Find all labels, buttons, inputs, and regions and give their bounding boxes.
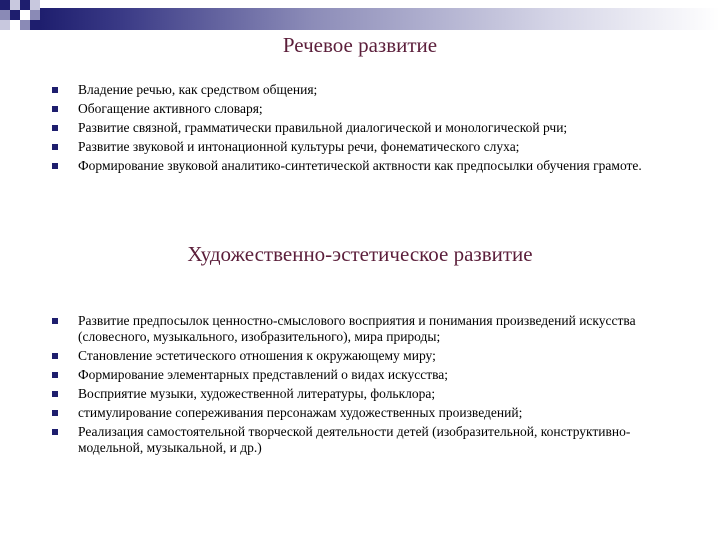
decor-square — [0, 10, 10, 20]
bullet-square-icon — [52, 410, 58, 416]
list-item-text: Формирование звуковой аналитико-синтетической актвности как предпосылки обучения грамоте. — [78, 158, 642, 173]
bullet-square-icon — [52, 353, 58, 359]
list-item — [0, 348, 720, 364]
bullet-square-icon — [52, 106, 58, 112]
list-item — [0, 101, 720, 117]
bullet-square-icon — [52, 87, 58, 93]
bullet-square-icon — [52, 429, 58, 435]
header-gradient-bar — [40, 8, 720, 30]
decor-square — [20, 0, 30, 10]
bullet-square-icon — [52, 125, 58, 131]
list-item-text: Владение речью, как средством общения; — [78, 82, 318, 97]
decor-square — [30, 10, 40, 20]
speech-development-list — [0, 82, 720, 177]
section-title-art: Художественно-эстетическое развитие — [187, 242, 533, 266]
decor-square — [20, 20, 30, 30]
art-development-list — [0, 313, 720, 459]
list-item — [0, 424, 720, 456]
bullet-square-icon — [52, 144, 58, 150]
header-decoration — [0, 0, 720, 32]
list-item-text: Восприятие музыки, художественной литературы, фольклора; — [78, 386, 436, 401]
list-item — [0, 367, 720, 383]
decor-square — [0, 20, 10, 30]
list-item — [0, 386, 720, 402]
list-item-text: Формирование элементарных представлений о видах искусства; — [78, 367, 449, 382]
section-title-speech: Речевое развитие — [282, 33, 438, 57]
list-item — [0, 120, 720, 136]
list-item — [0, 313, 720, 345]
bullet-square-icon — [52, 372, 58, 378]
decor-square — [10, 0, 20, 10]
bullet-square-icon — [52, 391, 58, 397]
bullet-square-icon — [52, 163, 58, 169]
decor-square — [0, 0, 10, 10]
list-item — [0, 139, 720, 155]
decor-square — [10, 10, 20, 20]
list-item-text: стимулирование сопереживания персонажам художественных произведений; — [78, 405, 523, 420]
decor-square — [30, 0, 40, 10]
list-item-text: Развитие звуковой и интонационной культуры речи, фонематического слуха; — [78, 139, 520, 154]
list-item-text: Развитие предпосылок ценностно-смыслового восприятия и понимания произведений искусства (словесного, музыкального, изобразительного), мира природы; — [78, 313, 636, 344]
bullet-square-icon — [52, 318, 58, 324]
list-item-text: Становление эстетического отношения к окружающему миру; — [78, 348, 436, 363]
decor-square — [30, 20, 40, 30]
list-item — [0, 82, 720, 98]
list-item — [0, 158, 720, 174]
list-item-text: Обогащение активного словаря; — [78, 101, 263, 116]
list-item-text: Развитие связной, грамматически правильной диалогической и монологической рчи; — [78, 120, 568, 135]
list-item-text: Реализация самостоятельной творческой деятельности детей (изобразительной, конструктивно-модельной, музыкальной, и др.) — [78, 424, 631, 455]
list-item — [0, 405, 720, 421]
